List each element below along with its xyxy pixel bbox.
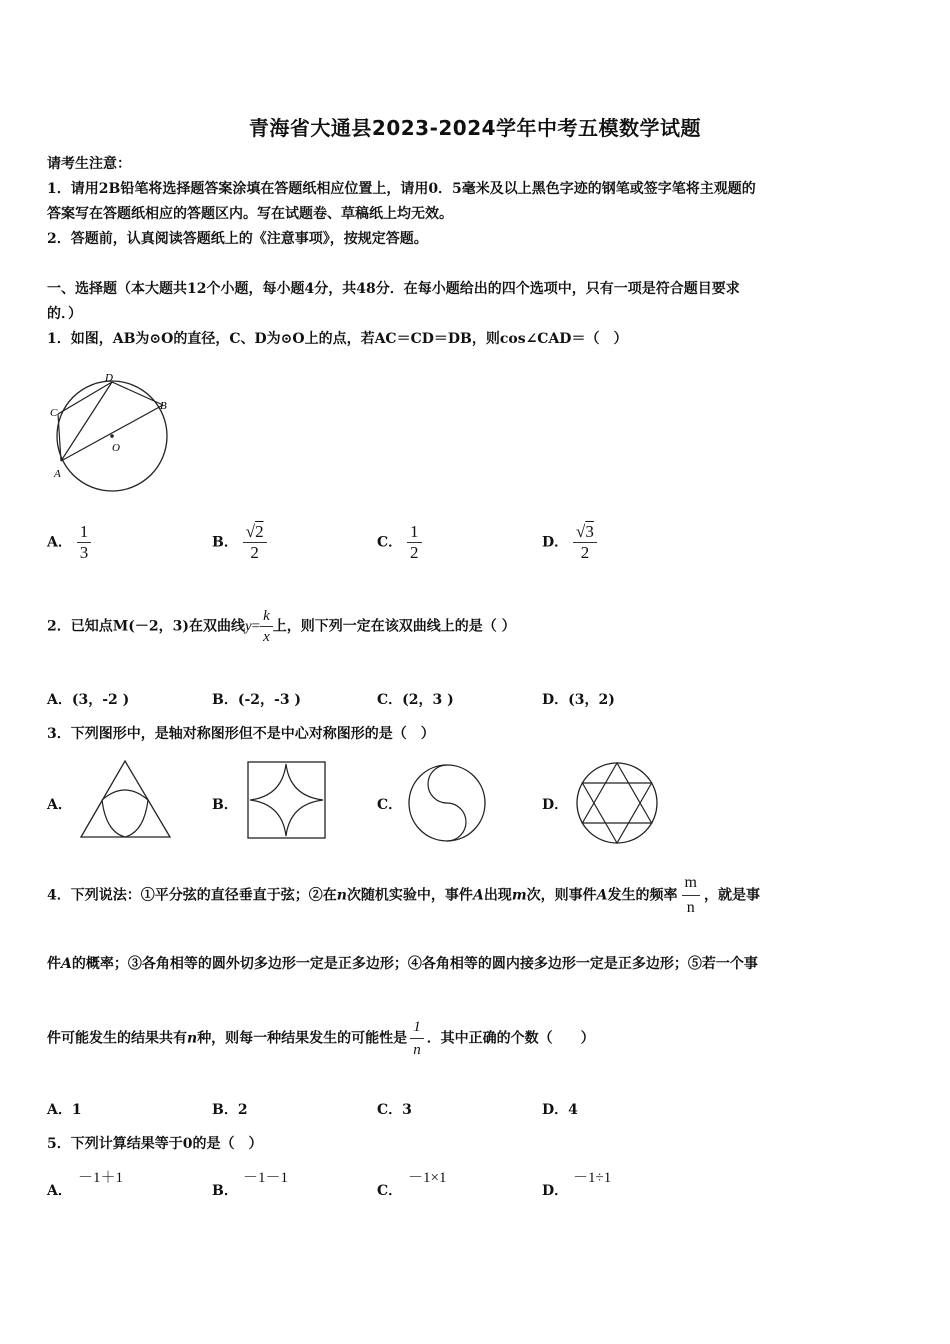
- q1-b-num: 2: [255, 522, 264, 541]
- q4-text: 次随机实验中，事件: [346, 887, 473, 904]
- q1-c-num: 1: [410, 522, 419, 541]
- q1-option-b-letter: B．: [212, 534, 238, 551]
- q2-eq-num: k: [263, 608, 270, 624]
- q5-stem: 5．下列计算结果等于0的是（ ）: [47, 1136, 263, 1152]
- notice-item-1a: 1．请用2B铅笔将选择题答案涂填在答题纸相应位置上，请用0．5毫米及以上黑色字迹的钢笔或签字笔将主观题的: [47, 181, 756, 197]
- q1-circle-figure: [45, 368, 175, 498]
- q5-option-a[interactable]: [47, 1180, 72, 1200]
- q4-text: 种，则每一种结果发生的可能性是: [197, 1030, 408, 1047]
- q1-a-den: 3: [77, 542, 92, 563]
- q1-c-den: 2: [407, 542, 422, 563]
- q4-text: 次，则事件: [526, 887, 597, 904]
- q5-option-d[interactable]: [542, 1180, 568, 1200]
- q5-d-letter: D．: [542, 1183, 569, 1199]
- q3-option-c[interactable]: C．: [377, 797, 403, 813]
- q4-text: 发生的频率: [607, 887, 678, 904]
- q4-var-a: A: [472, 887, 484, 904]
- q4-var-n: n: [187, 1030, 198, 1047]
- q5-c-expr: －1×1: [408, 1170, 447, 1186]
- label-d: D: [105, 372, 113, 384]
- q4-var-n: n: [336, 887, 347, 904]
- section-heading-line1: 一、选择题（本大题共12个小题，每小题4分，共48分．在每小题给出的四个选项中，只有一项是符合题目要求: [47, 281, 740, 297]
- label-c: C: [50, 407, 58, 419]
- q2-stem: [47, 606, 516, 647]
- q2-eq-equals: =: [251, 618, 261, 635]
- q2-stem-b: 上，则下列一定在该双曲线上的是（ ）: [272, 618, 516, 635]
- q4-option-a[interactable]: A．1: [47, 1102, 82, 1118]
- notice-heading: 请考生注意：: [47, 156, 131, 172]
- q5-option-c[interactable]: [377, 1180, 402, 1200]
- q4-line-2: [47, 953, 758, 973]
- q4-var-a: A: [596, 887, 608, 904]
- q4-text: ．其中正确的个数（ ）: [426, 1030, 595, 1047]
- q3-figure-yinyang: [405, 762, 489, 844]
- q1-option-c-letter: C．: [377, 534, 403, 551]
- q3-stem: 3．下列图形中，是轴对称图形但不是中心对称图形的是（ ）: [47, 726, 435, 742]
- q4-var-m: m: [511, 887, 527, 904]
- q5-c-letter: C．: [377, 1183, 403, 1199]
- q2-stem-a: 2．已知点M(－2，3)在双曲线: [47, 618, 245, 635]
- q1-stem: 1．如图，AB为⊙O的直径，C、D为⊙O上的点，若AC＝CD＝DB，则cos∠CAD＝（ ）: [47, 331, 628, 347]
- q5-a-letter: A．: [47, 1183, 72, 1199]
- page-title: 青海省大通县2023-2024学年中考五模数学试题: [248, 116, 702, 140]
- q4-text: 件: [47, 956, 61, 972]
- q4-text: ，就是事: [703, 887, 760, 904]
- q4-frac2-den: n: [410, 1038, 424, 1061]
- q2-option-b[interactable]: B．(-2，-3 ): [212, 692, 302, 708]
- q2-option-c[interactable]: C．(2，3 ): [377, 692, 454, 708]
- label-a: A: [54, 468, 61, 480]
- q5-d-expr: －1÷1: [573, 1170, 612, 1186]
- q3-figure-square-star: [246, 760, 328, 840]
- q1-d-den: 2: [573, 542, 597, 563]
- q2-option-a[interactable]: A．(3，-2 ): [47, 692, 130, 708]
- q4-text: 件可能发生的结果共有: [47, 1030, 187, 1047]
- q4-line-1: [47, 871, 760, 920]
- q2-eq-y: y: [244, 618, 252, 635]
- q4-option-d[interactable]: D．4: [542, 1102, 578, 1118]
- q4-text: 出现: [483, 887, 512, 904]
- label-o: O: [112, 442, 120, 454]
- q4-text: 4．下列说法：①平分弦的直径垂直于弦；②在: [47, 887, 337, 904]
- q5-b-letter: B．: [212, 1183, 238, 1199]
- notice-item-2: 2．答题前，认真阅读答题纸上的《注意事项》，按规定答题。: [47, 231, 428, 247]
- q4-text: 的概率；③各角相等的圆外切多边形一定是正多边形；④各角相等的圆内接多边形一定是正多边形；⑤若一个事: [71, 956, 758, 972]
- q5-a-expr: －1＋1: [78, 1170, 124, 1186]
- q4-line-3: [47, 1016, 595, 1061]
- q3-figure-star-circle: [574, 760, 660, 846]
- q1-option-b[interactable]: B． $\frac{√2}{2}$: [212, 522, 267, 563]
- q4-frac1-num: m: [684, 874, 697, 891]
- q1-a-num: 1: [79, 522, 89, 541]
- q1-option-a[interactable]: [47, 522, 91, 563]
- notice-item-1b: 答案写在答题纸相应的答题区内。写在试题卷、草稿纸上均无效。: [47, 206, 453, 222]
- q1-option-a-letter: A．: [47, 534, 72, 551]
- q1-option-d[interactable]: D． $\frac{√3}{2}$: [542, 522, 597, 563]
- q1-option-c[interactable]: [377, 522, 422, 563]
- q4-option-c[interactable]: C．3: [377, 1102, 412, 1118]
- q2-option-d[interactable]: D．(3，2): [542, 692, 615, 708]
- q5-option-b[interactable]: [212, 1180, 238, 1200]
- q4-option-b[interactable]: B．2: [212, 1102, 248, 1118]
- q3-option-b[interactable]: B．: [212, 797, 238, 813]
- q1-b-den: 2: [243, 542, 267, 563]
- label-b: B: [160, 400, 167, 412]
- section-heading-line2: 的．）: [47, 306, 82, 322]
- q3-option-a[interactable]: A．: [47, 797, 72, 813]
- q1-option-d-letter: D．: [542, 534, 569, 551]
- q5-b-expr: －1－1: [243, 1170, 289, 1186]
- q4-frac2-num: 1: [413, 1019, 421, 1035]
- q3-option-d[interactable]: D．: [542, 797, 569, 813]
- q2-eq-den: x: [260, 626, 273, 647]
- q3-figure-triangle: [78, 757, 173, 841]
- q4-var-a: A: [61, 956, 72, 972]
- q1-d-num: 3: [585, 522, 594, 541]
- q4-frac1-den: n: [682, 895, 700, 920]
